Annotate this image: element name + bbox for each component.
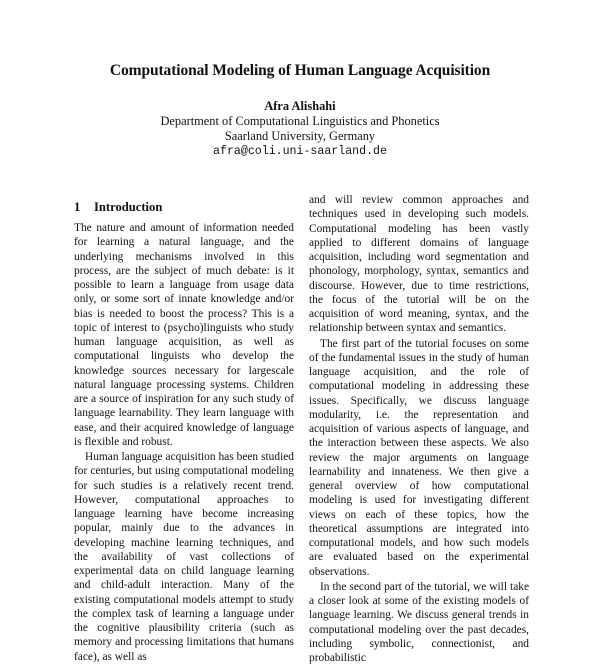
left-column [74, 221, 294, 664]
left-paragraph-2: Human language acquisition has been studied for centuries, but using computational modeling for such studies is a relatively recent trend. However, computational approaches to language learning have become increasing popular, mainly due to the advances in developing machine learning techniques, and the availability of vast collections of experimental data on child language learning and child-adult interaction. Many of the existing computational models attempt to study the complex task of learning a language under the cognitive plausibility criteria (such as memory and processing limitations that humans face), as well as [74, 451, 294, 663]
right-paragraph-1: and will review common approaches and techniques used in developing such models. Computational modeling has been vastly applied to different domains of language acquisition, including word segmentation and phonology, morphology, syntax, semantics and discourse. However, due to time restrictions, the focus of the tutorial will be on the acquisition of word meaning, syntax, and the relationship between syntax and semantics. [309, 194, 529, 335]
author-affiliation-university: Saarland University, Germany [224, 129, 376, 143]
section-number: 1 [74, 200, 81, 214]
right-column [309, 193, 529, 665]
right-paragraph-3: In the second part of the tutorial, we will take a closer look at some of the existing models of language learning. We discuss general trends in computational modeling over the past decades, including symbolic, connectionist, and probabilistic [309, 580, 529, 664]
author-email: afra@coli.uni-saarland.de [213, 145, 387, 158]
left-paragraph-1: The nature and amount of information needed for learning a natural language, and the underlying mechanisms involved in this process, are the subject of much debate: is it possible to learn a language from usage data only, or some sort of innate knowledge and/or bias is needed to boost the process? This is a topic of interest to (psycho)linguists who study human language acquisition, as well as computational linguists who develop the knowledge sources necessary for largescale natural language processing systems. Children are a source of inspiration for any such study of language learnability. They learn language with ease, and their acquired knowledge of language is flexible and robust. [74, 222, 294, 448]
author-affiliation-department: Department of Computational Linguistics and Phonetics [160, 114, 440, 128]
section-heading [74, 200, 162, 215]
right-paragraph-2: The first part of the tutorial focuses on some of the fundamental issues in the study of human language acquisition, and the role of computational modeling in addressing these issues. Specifically, we discuss language modularity, i.e. the representation and acquisition of various aspects of language, and the interaction between these aspects. We also review the major arguments on language learnability and innateness. We then give a general overview of how computational modeling is used for investigating different views on each of these topics, how the theoretical assumptions are integrated into computational models, and how such models are evaluated based on the experimental observations. [309, 337, 529, 578]
section-title: Introduction [94, 200, 163, 214]
author-name: Afra Alishahi [264, 99, 336, 113]
author-block [0, 99, 600, 159]
paper-title: Computational Modeling of Human Language Acquisition [109, 62, 491, 79]
